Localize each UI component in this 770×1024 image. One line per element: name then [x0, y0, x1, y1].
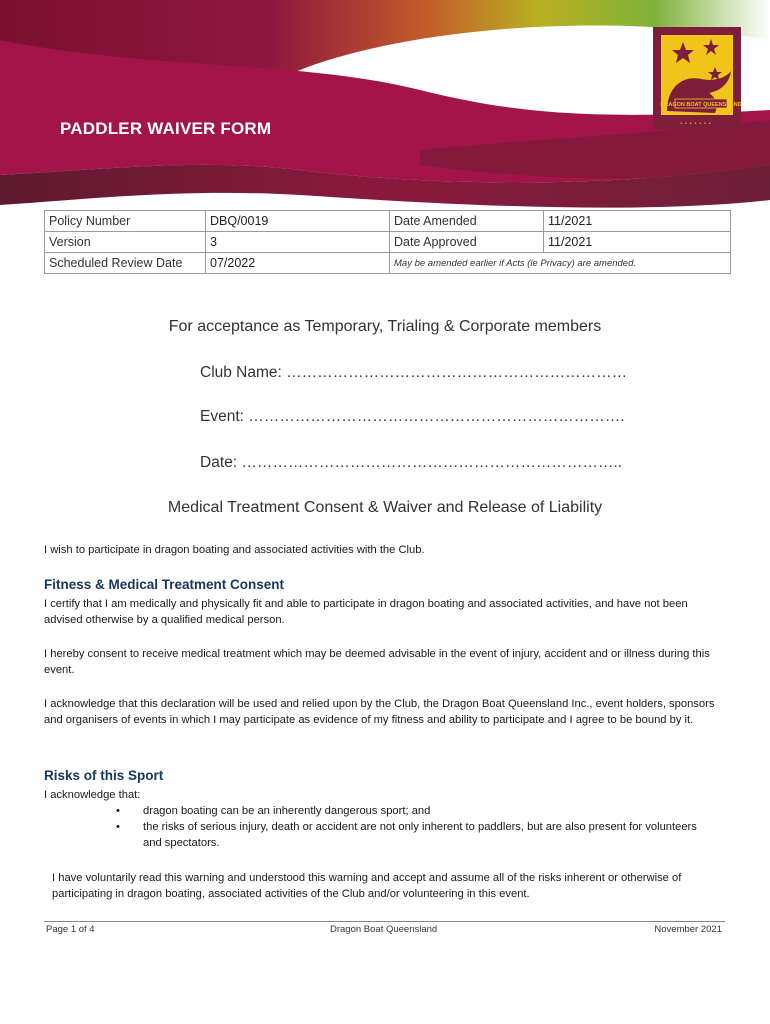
acceptance-heading: For acceptance as Temporary, Trialing & Corporate members	[168, 318, 602, 335]
review-date-value: 07/2022	[206, 253, 390, 274]
consent-heading: Medical Treatment Consent & Waiver and Release of Liability	[167, 499, 603, 516]
date-amended-label: Date Amended	[390, 211, 544, 232]
intro-text: I wish to participate in dragon boating and associated activities with the Club.	[44, 544, 425, 556]
table-row	[45, 232, 731, 253]
risk-item-2: the risks of serious injury, death or accident are not only inherent to paddlers, but are also present for volunteers and spectators.	[143, 821, 697, 849]
bullet-icon: •	[116, 821, 120, 833]
fitness-paragraph-3: I acknowledge that this declaration will be used and relied upon by the Club, the Dragon Boat Queensland Inc., event holders, sponsors and organisers of events in which I may participate as evidence of my fitness and ability to participate and I agree to be bound by it.	[44, 698, 715, 726]
footer-divider	[44, 921, 725, 922]
logo-text: DRAGON BOAT QUEENSLAND	[660, 102, 741, 108]
list-item	[116, 819, 716, 851]
footer-organisation: Dragon Boat Queensland	[330, 924, 438, 935]
amendment-note: May be amended earlier if Acts (ie Privacy) are amended.	[390, 253, 731, 274]
organisation-logo	[653, 27, 741, 129]
list-item	[116, 803, 716, 819]
risks-heading: Risks of this Sport	[44, 768, 164, 783]
policy-number-label: Policy Number	[45, 211, 206, 232]
table-row	[45, 253, 731, 274]
review-date-label: Scheduled Review Date	[45, 253, 206, 274]
fitness-heading: Fitness & Medical Treatment Consent	[44, 577, 285, 592]
risks-intro: I acknowledge that:	[44, 789, 141, 801]
bullet-icon: •	[116, 805, 120, 817]
footer-date: November 2021	[654, 924, 722, 935]
date-approved-value: 11/2021	[544, 232, 731, 253]
fitness-paragraph-1: I certify that I am medically and physically fit and able to participate in dragon boating and associated activities, and have not been advised otherwise by a qualified medical person.	[44, 598, 688, 626]
footer-page-number: Page 1 of 4	[46, 924, 95, 935]
date-approved-label: Date Approved	[390, 232, 544, 253]
club-name-field[interactable]: Club Name: …………………………………………………………	[200, 364, 628, 381]
risks-closing-paragraph: I have voluntarily read this warning and understood this warning and accept and assume all of the risks inherent or otherwise of participating in dragon boating, associated activities of the Club and/or volunteering in this event.	[52, 872, 682, 900]
form-title: PADDLER WAIVER FORM	[60, 119, 272, 138]
table-row	[45, 211, 731, 232]
dragon-boat-logo-icon	[653, 27, 741, 129]
policy-number-value: DBQ/0019	[206, 211, 390, 232]
version-label: Version	[45, 232, 206, 253]
risk-item-1: dragon boating can be an inherently dangerous sport; and	[143, 805, 431, 817]
fitness-paragraph-2: I hereby consent to receive medical treatment which may be deemed advisable in the event of injury, accident and or illness during this event.	[44, 648, 710, 676]
event-field[interactable]: Event: ……………………………………………………………….	[200, 408, 625, 425]
policy-details-table	[44, 210, 731, 274]
date-amended-value: 11/2021	[544, 211, 731, 232]
risks-list	[116, 803, 716, 851]
date-field[interactable]: Date: ………………………………………………………………..	[200, 454, 622, 471]
version-value: 3	[206, 232, 390, 253]
svg-text:•••••••: •••••••	[680, 121, 714, 127]
